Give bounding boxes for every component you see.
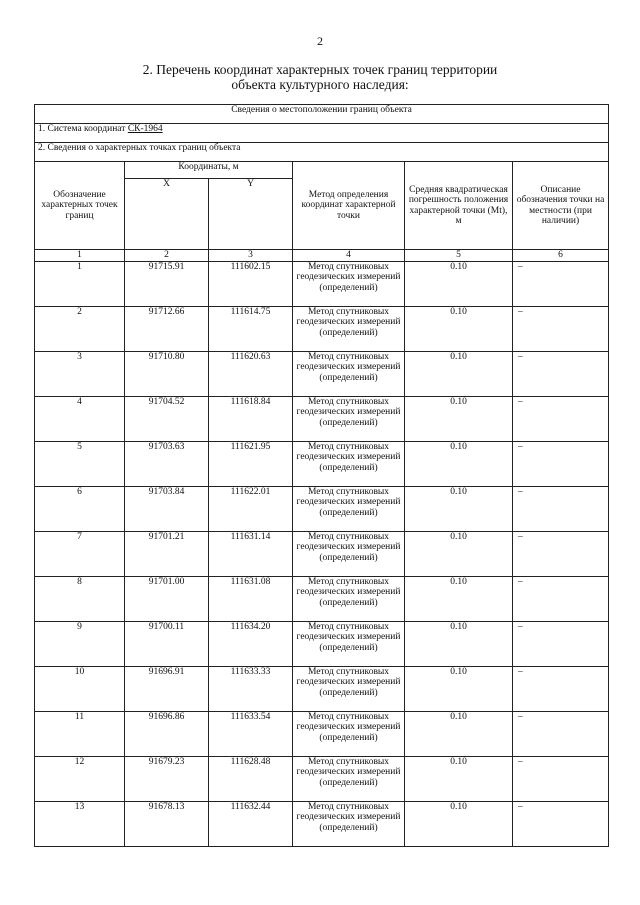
coord-x: 91710.80 — [125, 351, 209, 396]
point-id: 9 — [35, 621, 125, 666]
point-id: 6 — [35, 486, 125, 531]
error-cell: 0.10 — [405, 711, 513, 756]
coord-y: 111631.14 — [209, 531, 293, 576]
error-cell: 0.10 — [405, 666, 513, 711]
column-number: 6 — [513, 250, 609, 262]
description-cell: – — [513, 441, 609, 486]
table-row — [35, 711, 609, 756]
method-cell: Метод спутниковых геодезических измерений (определений) — [293, 531, 405, 576]
coord-system-label: 1. Система координат — [38, 124, 128, 134]
coord-x: 91696.91 — [125, 666, 209, 711]
description-cell: – — [513, 801, 609, 846]
method-cell: Метод спутниковых геодезических измерений (определений) — [293, 711, 405, 756]
coord-x: 91704.52 — [125, 396, 209, 441]
table-row — [35, 531, 609, 576]
coord-y: 111614.75 — [209, 306, 293, 351]
column-numbers-row — [35, 250, 609, 262]
description-cell: – — [513, 621, 609, 666]
coord-x: 91703.63 — [125, 441, 209, 486]
col-point-header: Обозначение характерных точек границ — [35, 162, 125, 250]
error-cell: 0.10 — [405, 756, 513, 801]
method-cell: Метод спутниковых геодезических измерений (определений) — [293, 396, 405, 441]
method-cell: Метод спутниковых геодезических измерений (определений) — [293, 666, 405, 711]
column-number: 5 — [405, 250, 513, 262]
table-row — [35, 306, 609, 351]
error-cell: 0.10 — [405, 396, 513, 441]
column-number: 1 — [35, 250, 125, 262]
coord-y: 111618.84 — [209, 396, 293, 441]
table-row — [35, 486, 609, 531]
error-cell: 0.10 — [405, 351, 513, 396]
coord-y: 111602.15 — [209, 261, 293, 306]
title-line-1: 2. Перечень координат характерных точек границ территории — [142, 62, 498, 77]
coordinates-table — [34, 104, 609, 847]
point-id: 8 — [35, 576, 125, 621]
error-cell: 0.10 — [405, 306, 513, 351]
coord-y: 111622.01 — [209, 486, 293, 531]
description-cell: – — [513, 531, 609, 576]
table-row — [35, 801, 609, 846]
method-cell: Метод спутниковых геодезических измерений (определений) — [293, 756, 405, 801]
column-number: 4 — [293, 250, 405, 262]
method-cell: Метод спутниковых геодезических измерений (определений) — [293, 486, 405, 531]
coord-y: 111620.63 — [209, 351, 293, 396]
title-line-2: объекта культурного наследия: — [231, 77, 409, 92]
table-row — [35, 756, 609, 801]
description-cell: – — [513, 306, 609, 351]
table-row — [35, 351, 609, 396]
error-cell: 0.10 — [405, 441, 513, 486]
col-coords-header: Координаты, м — [125, 162, 293, 179]
page-number: 2 — [317, 34, 323, 48]
table-row — [35, 396, 609, 441]
point-id: 5 — [35, 441, 125, 486]
point-id: 11 — [35, 711, 125, 756]
error-cell: 0.10 — [405, 531, 513, 576]
col-x-header: X — [125, 179, 209, 250]
method-cell: Метод спутниковых геодезических измерений (определений) — [293, 576, 405, 621]
coord-x: 91700.11 — [125, 621, 209, 666]
coord-x: 91696.86 — [125, 711, 209, 756]
table-row — [35, 576, 609, 621]
point-id: 7 — [35, 531, 125, 576]
point-id: 10 — [35, 666, 125, 711]
point-id: 1 — [35, 261, 125, 306]
coord-y: 111631.08 — [209, 576, 293, 621]
description-cell: – — [513, 351, 609, 396]
col-error-header: Средняя квадратическая погрешность положения характерной точки (Mt), м — [405, 162, 513, 250]
column-number: 3 — [209, 250, 293, 262]
column-number: 2 — [125, 250, 209, 262]
coord-x: 91703.84 — [125, 486, 209, 531]
method-cell: Метод спутниковых геодезических измерений (определений) — [293, 261, 405, 306]
description-cell: – — [513, 396, 609, 441]
coord-y: 111633.33 — [209, 666, 293, 711]
description-cell: – — [513, 666, 609, 711]
col-method-header: Метод определения координат характерной точки — [293, 162, 405, 250]
coord-x: 91678.13 — [125, 801, 209, 846]
method-cell: Метод спутниковых геодезических измерений (определений) — [293, 801, 405, 846]
error-cell: 0.10 — [405, 621, 513, 666]
coord-x: 91679.23 — [125, 756, 209, 801]
method-cell: Метод спутниковых геодезических измерений (определений) — [293, 441, 405, 486]
error-cell: 0.10 — [405, 576, 513, 621]
coord-y: 111621.95 — [209, 441, 293, 486]
points-section-title: 2. Сведения о характерных точках границ объекта — [35, 143, 609, 162]
coord-y: 111634.20 — [209, 621, 293, 666]
col-desc-header: Описание обозначения точки на местности (при наличии) — [513, 162, 609, 250]
description-cell: – — [513, 576, 609, 621]
error-cell: 0.10 — [405, 801, 513, 846]
coord-system-row — [35, 124, 609, 143]
method-cell: Метод спутниковых геодезических измерений (определений) — [293, 621, 405, 666]
table-row — [35, 666, 609, 711]
coord-y: 111628.48 — [209, 756, 293, 801]
method-cell: Метод спутниковых геодезических измерений (определений) — [293, 306, 405, 351]
description-cell: – — [513, 756, 609, 801]
point-id: 13 — [35, 801, 125, 846]
col-y-header: Y — [209, 179, 293, 250]
description-cell: – — [513, 711, 609, 756]
point-id: 3 — [35, 351, 125, 396]
error-cell: 0.10 — [405, 261, 513, 306]
description-cell: – — [513, 486, 609, 531]
coord-x: 91701.00 — [125, 576, 209, 621]
point-id: 4 — [35, 396, 125, 441]
table-row — [35, 261, 609, 306]
description-cell: – — [513, 261, 609, 306]
coord-x: 91712.66 — [125, 306, 209, 351]
point-id: 12 — [35, 756, 125, 801]
point-id: 2 — [35, 306, 125, 351]
coord-y: 111632.44 — [209, 801, 293, 846]
coord-y: 111633.54 — [209, 711, 293, 756]
coord-x: 91715.91 — [125, 261, 209, 306]
table-header: Сведения о местоположении границ объекта — [35, 105, 609, 124]
table-row — [35, 621, 609, 666]
error-cell: 0.10 — [405, 486, 513, 531]
coord-system-value: СК-1964 — [127, 124, 163, 134]
method-cell: Метод спутниковых геодезических измерений (определений) — [293, 351, 405, 396]
table-row — [35, 441, 609, 486]
coord-x: 91701.21 — [125, 531, 209, 576]
document-title — [0, 62, 640, 92]
